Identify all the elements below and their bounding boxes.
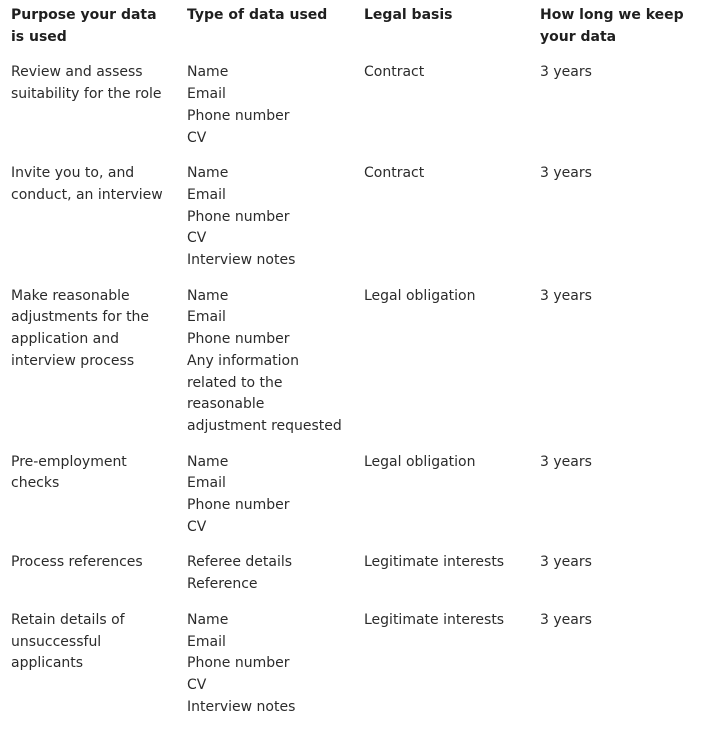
data-type-item: Phone number	[187, 655, 290, 672]
table-row	[0, 452, 711, 553]
legal-basis-cell: Legal obligation	[364, 453, 476, 470]
legal-basis-cell: Legitimate interests	[364, 554, 505, 571]
legal-basis-cell: Legal obligation	[364, 287, 476, 304]
table-row	[0, 286, 711, 452]
header-purpose: Purpose your data is used	[11, 7, 157, 45]
table-row	[0, 62, 711, 163]
legal-basis-cell: Contract	[364, 165, 425, 182]
data-types-cell	[176, 552, 353, 609]
data-type-item: Name	[187, 64, 229, 81]
purpose-cell: Invite you to, and conduct, an interview	[11, 165, 163, 203]
retention-cell: 3 years	[540, 165, 592, 182]
header-legal-basis: Legal basis	[364, 7, 453, 23]
data-type-item: Name	[187, 287, 229, 304]
data-type-item: Phone number	[187, 208, 290, 225]
retention-cell: 3 years	[540, 287, 592, 304]
table-header	[0, 5, 711, 62]
legal-basis-cell: Legitimate interests	[364, 611, 505, 628]
data-usage-table	[0, 5, 711, 732]
data-types-cell	[176, 163, 353, 286]
purpose-cell: Retain details of unsuccessful applicants	[11, 611, 125, 672]
purpose-cell: Review and assess suitability for the role	[11, 64, 162, 103]
retention-cell: 3 years	[540, 611, 592, 628]
header-row	[0, 5, 711, 62]
data-type-item: Reference	[187, 576, 258, 593]
data-type-item: Any information related to the reasonable adjustment requested	[187, 352, 342, 434]
header-retention: How long we keep your data	[540, 7, 684, 45]
table-row	[0, 610, 711, 732]
data-type-item: Name	[187, 611, 229, 628]
data-type-item: Email	[187, 186, 226, 203]
data-types-cell	[176, 286, 353, 452]
data-type-item: Name	[187, 453, 229, 470]
data-type-item: Email	[187, 633, 226, 650]
retention-cell: 3 years	[540, 453, 592, 470]
data-type-item: Email	[187, 86, 226, 103]
data-type-item: CV	[187, 518, 207, 535]
data-types-cell	[176, 452, 353, 553]
data-type-item: CV	[187, 129, 207, 146]
data-type-item: CV	[187, 676, 207, 693]
retention-cell: 3 years	[540, 554, 592, 571]
purpose-cell: Pre-employment checks	[11, 453, 127, 492]
table-body	[0, 62, 711, 732]
data-type-item: Name	[187, 165, 229, 182]
purpose-cell: Make reasonable adjustments for the application and interview process	[11, 287, 150, 369]
table-row	[0, 163, 711, 286]
data-type-item: Referee details	[187, 554, 293, 571]
table-row	[0, 552, 711, 609]
data-type-item: Email	[187, 309, 226, 326]
purpose-cell: Process references	[11, 554, 143, 571]
data-type-item: Phone number	[187, 331, 290, 348]
retention-cell: 3 years	[540, 64, 592, 81]
data-type-item: CV	[187, 230, 207, 247]
header-data-type: Type of data used	[187, 7, 328, 23]
data-types-cell	[176, 610, 353, 732]
data-type-item: Interview notes	[187, 252, 296, 269]
legal-basis-cell: Contract	[364, 64, 425, 81]
data-type-item: Phone number	[187, 497, 290, 514]
data-type-item: Interview notes	[187, 698, 296, 715]
data-types-cell	[176, 62, 353, 163]
data-type-item: Phone number	[187, 107, 290, 124]
data-type-item: Email	[187, 475, 226, 492]
